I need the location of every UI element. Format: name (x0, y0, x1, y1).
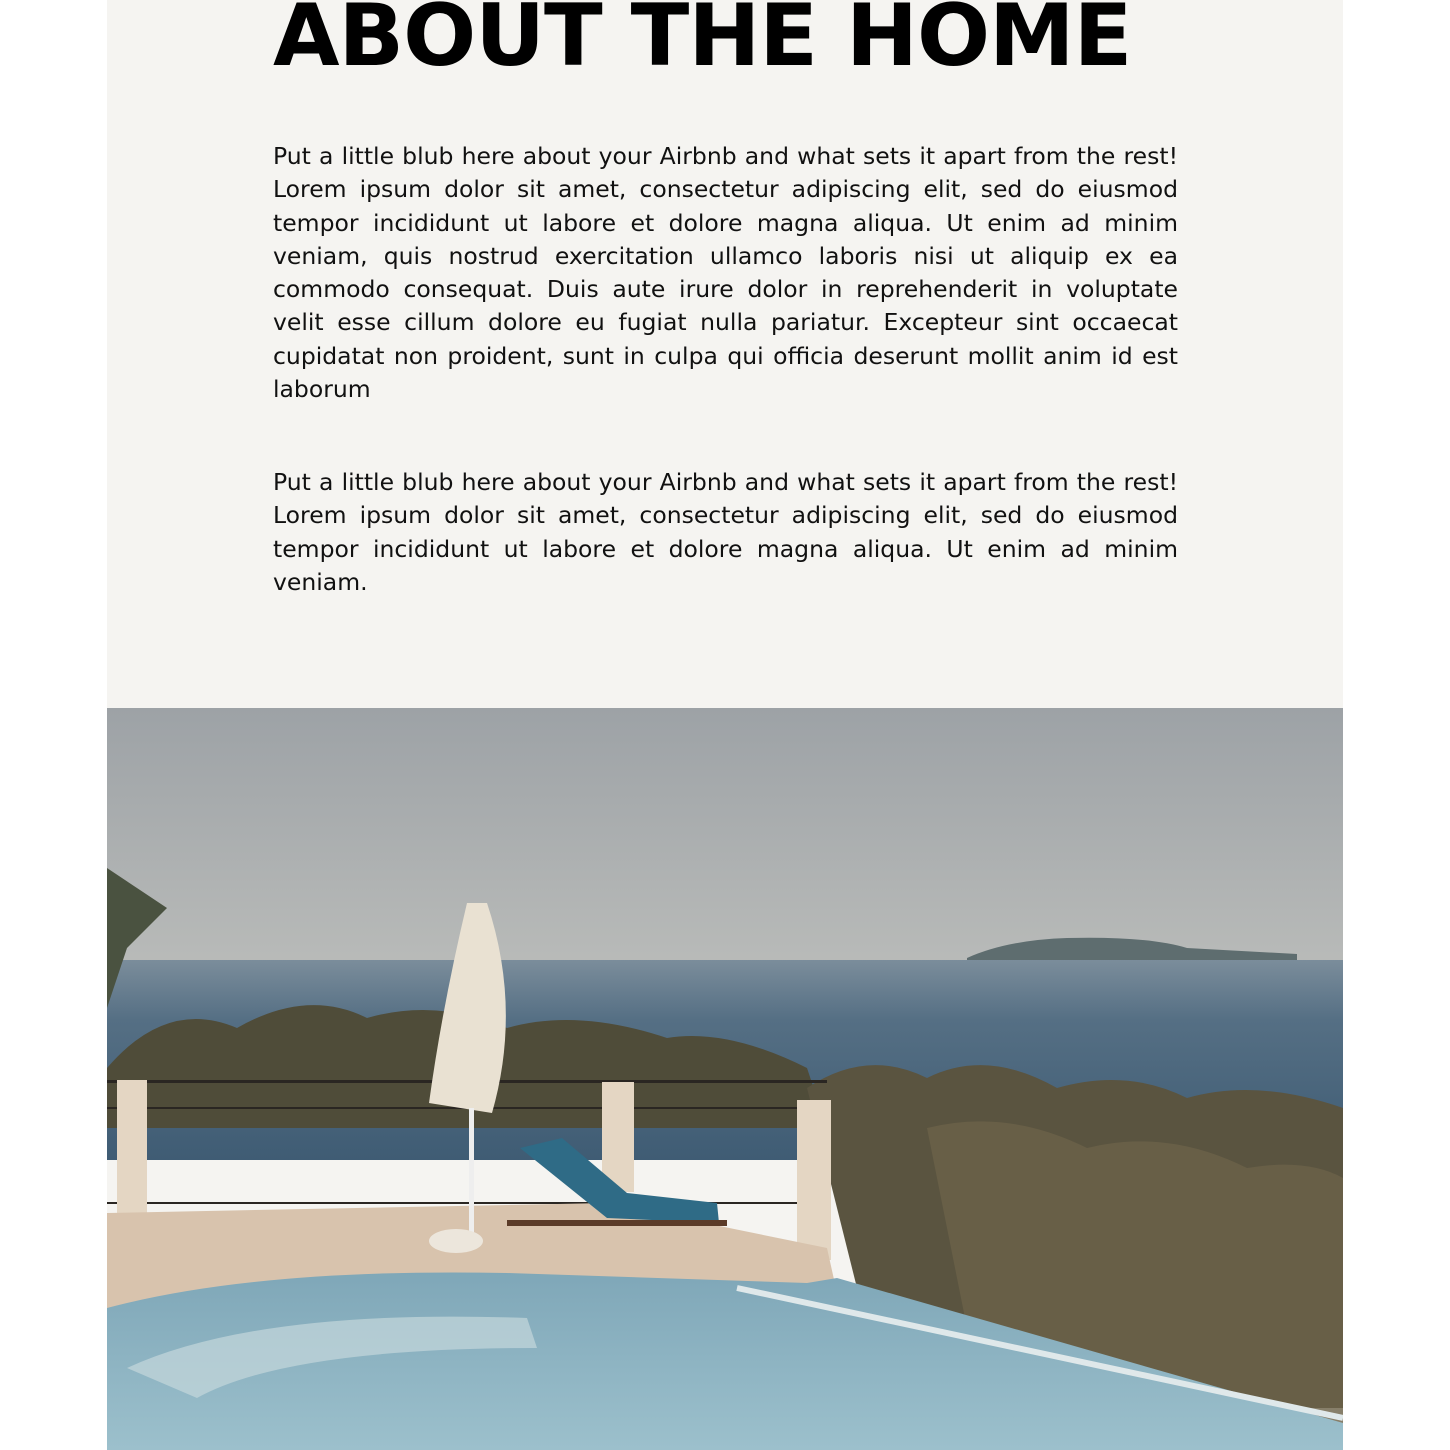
intro-paragraph: Put a little blub here about your Airbnb and what sets it apart from the rest! Lorem ipsum dolor sit amet, consectetur adipiscing elit, sed do eiusmod tempor incididunt ut labore et dolore magna aliqua. Ut enim ad minim veniam, quis nostrud exercitation ullamco laboris nisi ut aliquip ex ea commodo consequat. Duis aute irure dolor in reprehenderit in voluptate velit esse cillum dolore eu fugiat nulla pariatur. Excepteur sint occaecat cupidatat non proident, sunt in culpa qui officia deserunt mollit anim id est laborum (273, 142, 1178, 404)
pool-sea-view-photo (107, 708, 1343, 1450)
secondary-paragraph: Put a little blub here about your Airbnb and what sets it apart from the rest! Lorem ipsum dolor sit amet, consectetur adipiscing elit, sed do eiusmod tempor incididunt ut labore et dolore magna aliqua. Ut enim ad minim veniam. (273, 468, 1178, 596)
document-page (107, 0, 1343, 1450)
page-title: ABOUT THE HOME (273, 0, 1132, 86)
